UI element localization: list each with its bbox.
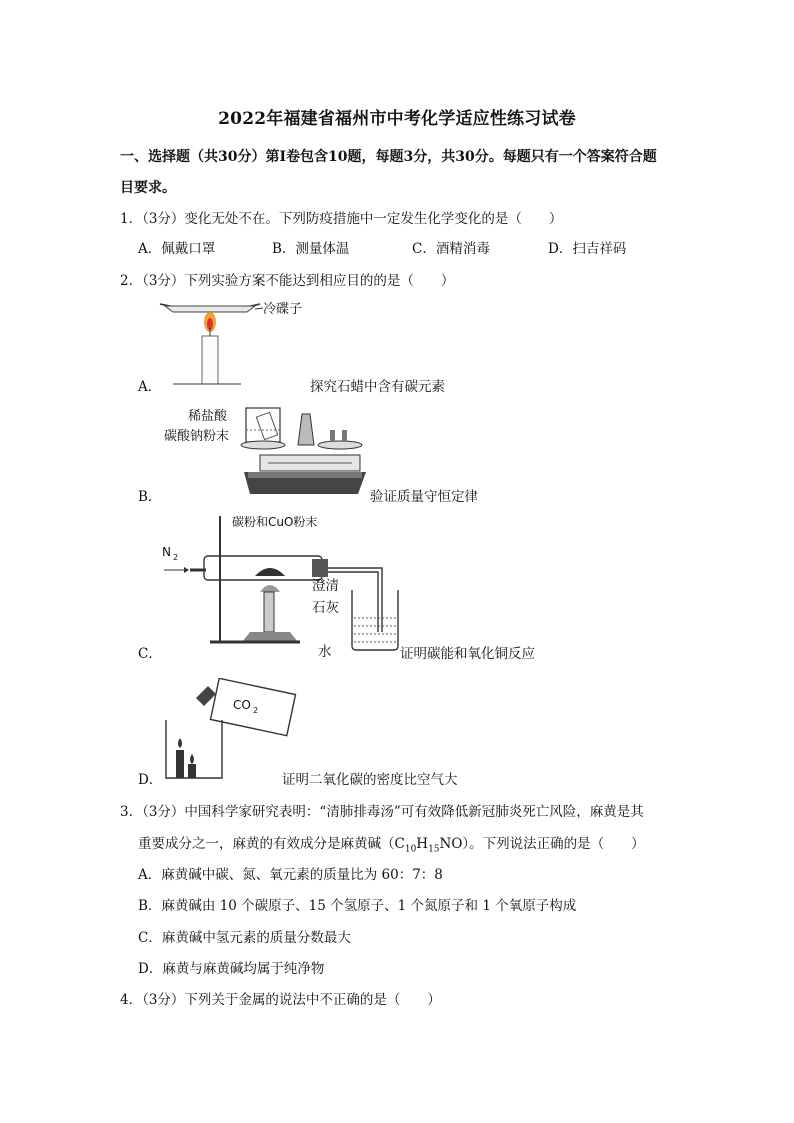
q1-stem: 1．（3分）变化无处不在。下列防疫措施中一定发生化学变化的是（ ） [120, 211, 563, 227]
n2-subscript: 2 [173, 553, 179, 562]
q4-stem: 4．（3分）下列关于金属的说法中不正确的是（ ） [120, 992, 441, 1008]
q3-option-a: A．麻黄碱中碳、氮、氧元素的质量比为 60：7：8 [138, 867, 443, 883]
q2-option-c-letter: C． [138, 646, 162, 662]
formula-h: H [416, 836, 429, 852]
q3-option-d: D．麻黄与麻黄碱均属于纯净物 [138, 961, 325, 977]
q2-option-b-letter: B． [138, 489, 162, 505]
q2-option-a-letter: A． [138, 379, 162, 395]
limewater-beaker [346, 582, 406, 654]
q2-option-a-caption: 探究石蜡中含有碳元素 [310, 379, 445, 395]
limewater-label-line1: 澄清 [312, 578, 339, 594]
q3-stem-line1: 3．（3分）中国科学家研究表明：“清肺排毒汤”可有效降低新冠肺炎死亡风险，麻黄是其 [120, 804, 644, 820]
section-header-line2: 目要求。 [120, 180, 176, 196]
section-header-line1: 一、选择题（共30分）第I卷包含10题，每题3分，共30分。每题只有一个答案符合题 [120, 149, 657, 165]
q2-option-b-caption: 验证质量守恒定律 [370, 489, 478, 505]
q2-option-d-letter: D． [138, 772, 163, 788]
q2-stem: 2．（3分）下列实验方案不能达到相应目的的是（ ） [120, 273, 455, 289]
co2-subscript: 2 [253, 706, 259, 715]
limewater-label-line2: 石灰 [312, 600, 339, 616]
cold-plate-label: 冷碟子 [263, 302, 303, 317]
q3-stem-line2 [138, 832, 645, 855]
q3-stem-part-b: NO）。下列说法正确的是（ ） [439, 836, 645, 852]
candle-plate-diagram [155, 296, 315, 388]
q1-option-b: B．测量体温 [272, 241, 350, 257]
q3-option-b: B．麻黄碱由 10 个碳原子、15 个氢原子、1 个氮原子和 1 个氧原子构成 [138, 898, 577, 914]
formula-sub-15: 15 [428, 844, 440, 855]
q3-option-c: C．麻黄碱中氢元素的质量分数最大 [138, 930, 351, 946]
n2-label: N [162, 545, 171, 559]
balance-diagram [160, 400, 370, 496]
q2-option-c-caption: 证明碳能和氧化铜反应 [400, 646, 535, 662]
sodium-carbonate-label: 碳酸钠粉末 [164, 429, 230, 444]
formula-sub-10: 10 [404, 844, 417, 855]
page-title: 2022年福建省福州市中考化学适应性练习试卷 [218, 109, 576, 129]
limewater-label-line3: 水 [318, 644, 332, 660]
q2-option-d-caption: 证明二氧化碳的密度比空气大 [282, 772, 458, 788]
q1-option-d: D．扫吉祥码 [548, 241, 627, 257]
dilute-hcl-label: 稀盐酸 [188, 409, 228, 424]
co2-label: CO [233, 698, 251, 712]
q1-option-c: C．酒精消毒 [412, 241, 490, 257]
carbon-cuo-label: 碳粉和CuO粉末 [232, 515, 318, 529]
q1-option-a: A．佩戴口罩 [138, 241, 216, 257]
q3-stem-part-a: 重要成分之一，麻黄的有效成分是麻黄碱（C [138, 836, 405, 852]
